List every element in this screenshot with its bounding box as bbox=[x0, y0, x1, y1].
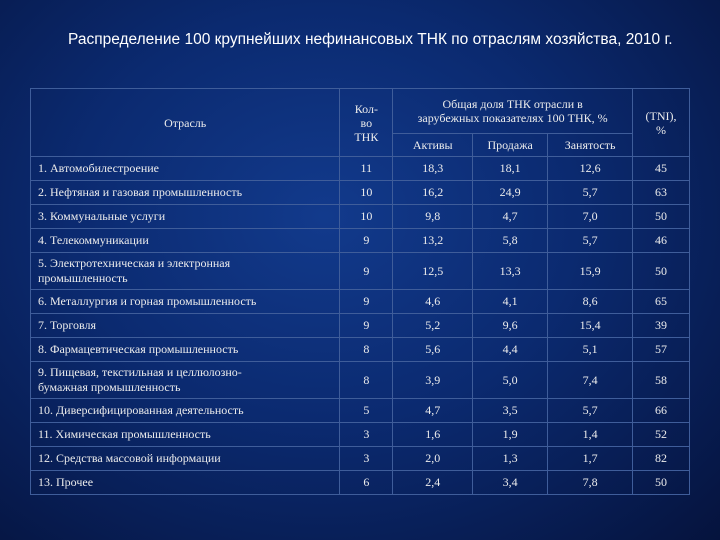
row-employment: 12,6 bbox=[548, 157, 633, 181]
row-assets: 18,3 bbox=[393, 157, 473, 181]
table-row bbox=[31, 399, 690, 423]
row-industry-name: 2. Нефтяная и газовая промышленность bbox=[31, 181, 340, 205]
row-count: 8 bbox=[340, 362, 393, 399]
row-industry-name: 6. Металлургия и горная промышленность bbox=[31, 290, 340, 314]
row-count: 10 bbox=[340, 181, 393, 205]
row-sales: 3,4 bbox=[473, 471, 548, 495]
row-industry-name: 8. Фармацевтическая промышленность bbox=[31, 338, 340, 362]
table-row bbox=[31, 229, 690, 253]
row-tni: 65 bbox=[633, 290, 690, 314]
table-row bbox=[31, 362, 690, 399]
row-employment: 5,7 bbox=[548, 181, 633, 205]
row-tni: 39 bbox=[633, 314, 690, 338]
row-assets: 4,7 bbox=[393, 399, 473, 423]
table-row bbox=[31, 471, 690, 495]
row-count: 3 bbox=[340, 423, 393, 447]
row-count: 9 bbox=[340, 290, 393, 314]
row-tni: 82 bbox=[633, 447, 690, 471]
row-assets: 13,2 bbox=[393, 229, 473, 253]
row-industry-name: 11. Химическая промышленность bbox=[31, 423, 340, 447]
row-industry-name: 3. Коммунальные услуги bbox=[31, 205, 340, 229]
row-industry-name: 12. Средства массовой информации bbox=[31, 447, 340, 471]
row-employment: 15,9 bbox=[548, 253, 633, 290]
row-assets: 16,2 bbox=[393, 181, 473, 205]
row-industry-name: 1. Автомобилестроение bbox=[31, 157, 340, 181]
row-industry-name: 4. Телекоммуникации bbox=[31, 229, 340, 253]
header-employment: Занятость bbox=[548, 134, 633, 157]
row-count: 10 bbox=[340, 205, 393, 229]
row-sales: 18,1 bbox=[473, 157, 548, 181]
row-sales: 5,0 bbox=[473, 362, 548, 399]
row-assets: 9,8 bbox=[393, 205, 473, 229]
slide-title: Распределение 100 крупнейших нефинансовых ТНК по отраслям хозяйства, 2010 г. bbox=[68, 31, 673, 48]
row-employment: 1,4 bbox=[548, 423, 633, 447]
row-employment: 1,7 bbox=[548, 447, 633, 471]
row-assets: 2,0 bbox=[393, 447, 473, 471]
row-assets: 5,6 bbox=[393, 338, 473, 362]
row-sales: 24,9 bbox=[473, 181, 548, 205]
row-employment: 8,6 bbox=[548, 290, 633, 314]
row-employment: 5,1 bbox=[548, 338, 633, 362]
row-tni: 52 bbox=[633, 423, 690, 447]
table-row bbox=[31, 314, 690, 338]
row-count: 9 bbox=[340, 253, 393, 290]
row-tni: 50 bbox=[633, 205, 690, 229]
row-employment: 7,0 bbox=[548, 205, 633, 229]
row-tni: 63 bbox=[633, 181, 690, 205]
row-sales: 4,4 bbox=[473, 338, 548, 362]
row-tni: 45 bbox=[633, 157, 690, 181]
header-assets: Активы bbox=[393, 134, 473, 157]
header-industry: Отрасль bbox=[31, 89, 340, 157]
row-count: 3 bbox=[340, 447, 393, 471]
row-tni: 46 bbox=[633, 229, 690, 253]
table-row bbox=[31, 338, 690, 362]
row-count: 9 bbox=[340, 314, 393, 338]
table-row bbox=[31, 205, 690, 229]
row-sales: 1,9 bbox=[473, 423, 548, 447]
table-row bbox=[31, 423, 690, 447]
table-header-row bbox=[31, 89, 690, 134]
row-industry-name: 9. Пищевая, текстильная и целлюлозно- бумажная промышленность bbox=[31, 362, 340, 399]
header-share: Общая доля ТНК отрасли в зарубежных показателях 100 ТНК, % bbox=[393, 89, 633, 134]
row-sales: 9,6 bbox=[473, 314, 548, 338]
row-tni: 58 bbox=[633, 362, 690, 399]
row-employment: 15,4 bbox=[548, 314, 633, 338]
row-assets: 5,2 bbox=[393, 314, 473, 338]
row-sales: 1,3 bbox=[473, 447, 548, 471]
row-tni: 50 bbox=[633, 253, 690, 290]
row-tni: 50 bbox=[633, 471, 690, 495]
table-row bbox=[31, 157, 690, 181]
row-tni: 57 bbox=[633, 338, 690, 362]
row-count: 8 bbox=[340, 338, 393, 362]
table-row bbox=[31, 447, 690, 471]
row-industry-name: 13. Прочее bbox=[31, 471, 340, 495]
row-sales: 4,7 bbox=[473, 205, 548, 229]
table-row bbox=[31, 181, 690, 205]
header-sales: Продажа bbox=[473, 134, 548, 157]
row-assets: 3,9 bbox=[393, 362, 473, 399]
row-industry-name: 7. Торговля bbox=[31, 314, 340, 338]
table-row bbox=[31, 253, 690, 290]
row-sales: 3,5 bbox=[473, 399, 548, 423]
table-row bbox=[31, 290, 690, 314]
row-tni: 66 bbox=[633, 399, 690, 423]
row-industry-name: 5. Электротехническая и электронная промышленность bbox=[31, 253, 340, 290]
row-sales: 5,8 bbox=[473, 229, 548, 253]
row-assets: 12,5 bbox=[393, 253, 473, 290]
row-count: 5 bbox=[340, 399, 393, 423]
row-employment: 5,7 bbox=[548, 229, 633, 253]
header-tni: (TNI), % bbox=[633, 89, 690, 157]
row-sales: 13,3 bbox=[473, 253, 548, 290]
tnc-industry-table bbox=[30, 88, 690, 495]
row-employment: 7,8 bbox=[548, 471, 633, 495]
row-assets: 2,4 bbox=[393, 471, 473, 495]
row-industry-name: 10. Диверсифицированная деятельность bbox=[31, 399, 340, 423]
row-count: 6 bbox=[340, 471, 393, 495]
row-employment: 7,4 bbox=[548, 362, 633, 399]
row-sales: 4,1 bbox=[473, 290, 548, 314]
row-employment: 5,7 bbox=[548, 399, 633, 423]
row-assets: 1,6 bbox=[393, 423, 473, 447]
row-assets: 4,6 bbox=[393, 290, 473, 314]
row-count: 9 bbox=[340, 229, 393, 253]
row-count: 11 bbox=[340, 157, 393, 181]
header-count: Кол- во ТНК bbox=[340, 89, 393, 157]
